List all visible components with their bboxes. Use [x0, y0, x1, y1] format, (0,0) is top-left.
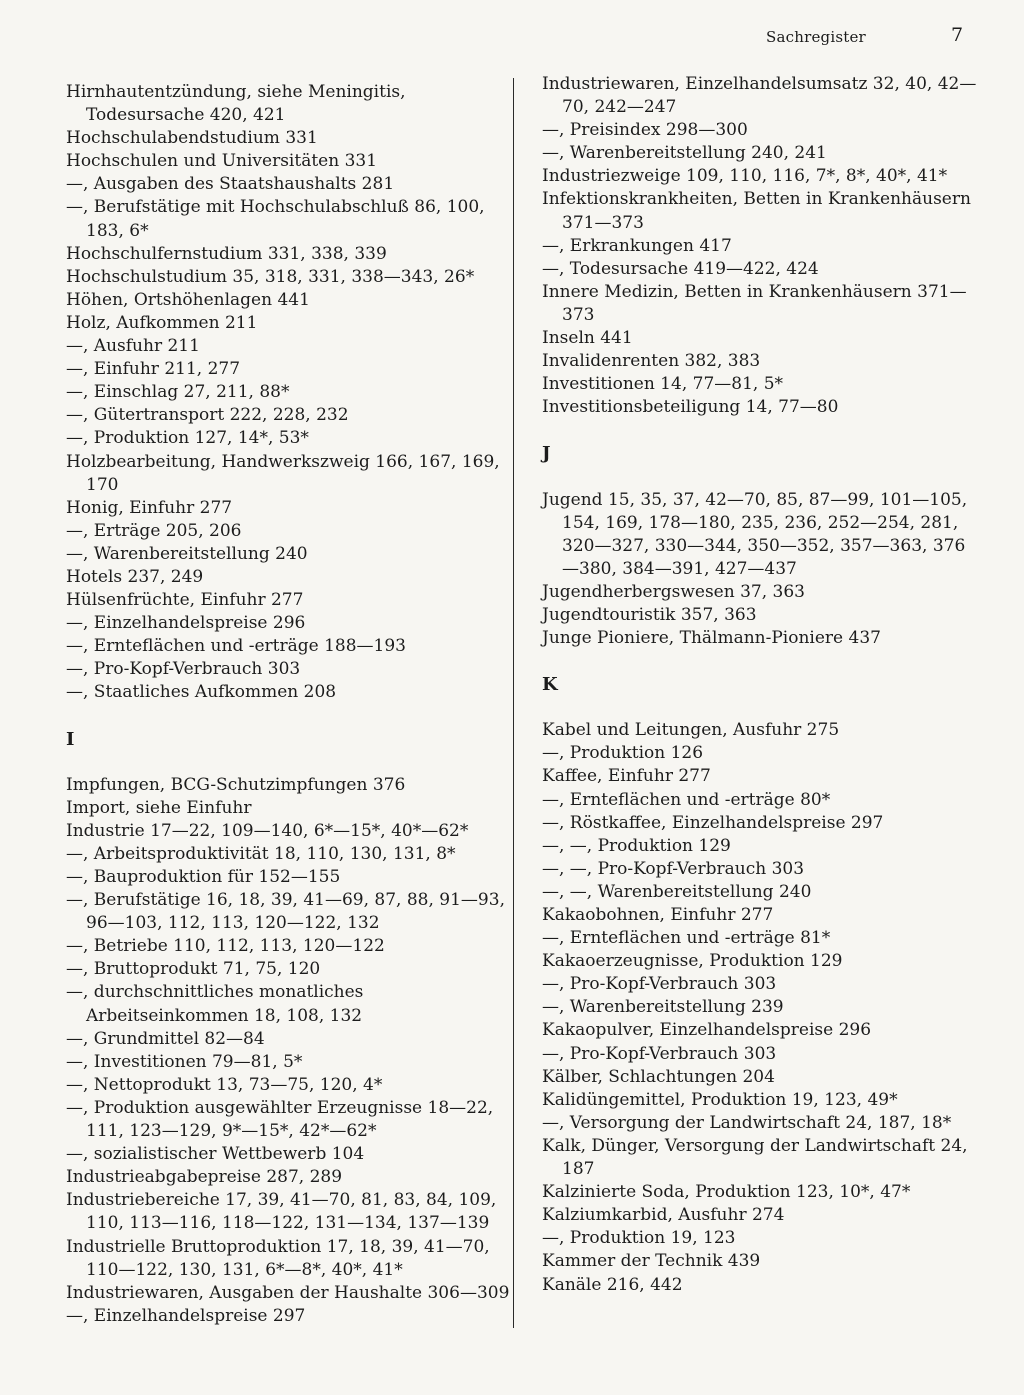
index-entry: —, Berufstätige 16, 18, 39, 41—69, 87, 88, 91—93, 96—103, 112, 113, 120—122, 132 — [66, 890, 505, 934]
left-entries — [66, 81, 511, 705]
index-entry: Infektionskrankheiten, Betten in Krankenhäusern 371—373 — [542, 189, 971, 233]
index-entry: —, sozialistischer Wettbewerb 104 — [66, 1144, 365, 1165]
index-entry: Investitionen 14, 77—81, 5* — [542, 374, 784, 395]
section-letter-k: K — [542, 674, 558, 696]
index-entry: —, Ausgaben des Staatshaushalts 281 — [66, 174, 395, 195]
index-entry: —, Pro-Kopf-Verbrauch 303 — [542, 1043, 777, 1064]
index-entry: Kakaobohnen, Einfuhr 277 — [542, 905, 774, 925]
index-entry: Industrieabgabepreise 287, 289 — [66, 1167, 343, 1188]
index-entry: Jugendherbergswesen 37, 363 — [542, 581, 805, 602]
index-entry: Import, siehe Einfuhr — [66, 797, 252, 818]
index-entry: —, Betriebe 110, 112, 113, 120—122 — [66, 936, 385, 957]
right-column — [542, 73, 982, 1297]
section-gap — [542, 419, 982, 442]
index-entry: —, Versorgung der Landwirtschaft 24, 187, 18* — [542, 1112, 952, 1133]
index-entry: —, Grundmittel 82—84 — [66, 1028, 265, 1049]
index-entry: Honig, Einfuhr 277 — [66, 497, 233, 518]
index-entry: Kalk, Dünger, Versorgung der Landwirtschaft 24, 187 — [542, 1135, 968, 1180]
index-entry: —, Einfuhr 211, 277 — [66, 359, 241, 380]
index-entry: Kabel und Leitungen, Ausfuhr 275 — [542, 720, 840, 741]
index-entry: Kanäle 216, 442 — [542, 1274, 683, 1295]
index-entry: —, Produktion 126 — [542, 743, 704, 764]
index-entry: Industriewaren, Ausgaben der Haushalte 306—309 — [66, 1282, 510, 1303]
index-entry: Hochschulfernstudium 331, 338, 339 — [66, 243, 387, 264]
index-entry: —, Produktion 19, 123 — [542, 1228, 736, 1249]
right-entries — [542, 73, 982, 419]
index-entry: —, Einschlag 27, 211, 88* — [66, 382, 290, 403]
index-entry: Industrie 17—22, 109—140, 6*—15*, 40*—62* — [66, 820, 469, 841]
index-entry: —, durchschnittliches monatliches Arbeitseinkommen 18, 108, 132 — [66, 982, 364, 1026]
index-entry: Inseln 441 — [542, 328, 633, 349]
section-k-entries — [542, 719, 982, 1296]
index-entry: Industrielle Bruttoproduktion 17, 18, 39, 41—70, 110—122, 130, 131, 6*—8*, 40*, 41* — [66, 1236, 490, 1280]
running-head: Sachregister — [766, 28, 866, 46]
section-letter-i: I — [66, 728, 75, 750]
index-entry: —, Ernteflächen und -erträge 81* — [542, 928, 831, 949]
index-entry: —, Warenbereitstellung 240 — [66, 543, 308, 564]
index-entry: Investitionsbeteiligung 14, 77—80 — [542, 397, 839, 418]
index-entry: Jugendtouristik 357, 363 — [542, 604, 757, 625]
index-entry: —, Ausfuhr 211 — [66, 336, 200, 357]
index-entry: —, Nettoprodukt 13, 73—75, 120, 4* — [66, 1074, 383, 1095]
index-entry: —, Staatliches Aufkommen 208 — [66, 682, 337, 703]
index-entry: —, Gütertransport 222, 228, 232 — [66, 405, 349, 426]
index-entry: Hirnhautentzündung, siehe Meningitis, Todesursache 420, 421 — [66, 82, 406, 126]
index-entry: Invalidenrenten 382, 383 — [542, 351, 761, 372]
index-entry: —, Pro-Kopf-Verbrauch 303 — [66, 659, 301, 680]
index-entry: —, Erträge 205, 206 — [66, 520, 242, 541]
index-entry: Holzbearbeitung, Handwerkszweig 166, 167, 169, 170 — [66, 451, 500, 495]
index-entry: Kakaoerzeugnisse, Produktion 129 — [542, 951, 843, 972]
index-entry: Hochschulstudium 35, 318, 331, 338—343, 26* — [66, 266, 475, 287]
index-entry: —, Arbeitsproduktivität 18, 110, 130, 131, 8* — [66, 843, 456, 864]
index-entry: Industriebereiche 17, 39, 41—70, 81, 83, 84, 109, 110, 113—116, 118—122, 131—134, 137—139 — [66, 1190, 497, 1234]
index-entry: Industriewaren, Einzelhandelsumsatz 32, 40, 42—70, 242—247 — [542, 74, 977, 118]
index-entry: —, Ernteflächen und -erträge 80* — [542, 789, 831, 810]
index-entry: Jugend 15, 35, 37, 42—70, 85, 87—99, 101—105, 154, 169, 178—180, 235, 236, 252—254, 281, 320—327, 330—344, 350—352, 357—363, 376—380, 384—391, 427—437 — [542, 489, 968, 579]
index-entry: —, Erkrankungen 417 — [542, 235, 732, 256]
index-entry: —, —, Warenbereitstellung 240 — [542, 881, 812, 902]
page-number: 7 — [951, 24, 964, 46]
index-entry: —, Produktion ausgewählter Erzeugnisse 18—22, 111, 123—129, 9*—15*, 42*—62* — [66, 1097, 494, 1142]
index-entry: —, Ernteflächen und -erträge 188—193 — [66, 636, 406, 657]
index-entry: Holz, Aufkommen 211 — [66, 312, 258, 333]
index-entry: —, Produktion 127, 14*, 53* — [66, 428, 309, 449]
column-divider — [513, 78, 514, 1328]
index-entry: —, Preisindex 298—300 — [542, 120, 748, 141]
section-j-entries — [542, 489, 982, 651]
index-entry: Innere Medizin, Betten in Krankenhäusern 371—373 — [542, 281, 967, 325]
index-entry: —, Einzelhandelspreise 297 — [66, 1305, 306, 1326]
index-entry: Höhen, Ortshöhenlagen 441 — [66, 289, 310, 310]
index-entry: Kakaopulver, Einzelhandelspreise 296 — [542, 1020, 872, 1041]
left-column — [66, 81, 511, 1328]
index-entry: —, Warenbereitstellung 239 — [542, 997, 784, 1018]
index-entry: —, Todesursache 419—422, 424 — [542, 258, 819, 279]
index-entry: —, Bruttoprodukt 71, 75, 120 — [66, 959, 321, 980]
index-entry: —, —, Produktion 129 — [542, 835, 731, 856]
section-i-entries — [66, 774, 511, 1328]
index-entry: —, Röstkaffee, Einzelhandelspreise 297 — [542, 812, 884, 833]
index-entry: Impfungen, BCG-Schutzimpfungen 376 — [66, 774, 406, 795]
index-entry: Hochschulabendstudium 331 — [66, 128, 318, 149]
index-entry: Junge Pioniere, Thälmann-Pioniere 437 — [542, 628, 881, 649]
index-entry: Kalidüngemittel, Produktion 19, 123, 49* — [542, 1089, 898, 1110]
index-entry: —, —, Pro-Kopf-Verbrauch 303 — [542, 858, 805, 879]
index-entry: —, Pro-Kopf-Verbrauch 303 — [542, 974, 777, 995]
index-entry: Kalziumkarbid, Ausfuhr 274 — [542, 1205, 785, 1226]
section-gap — [66, 705, 511, 728]
index-entry: Hochschulen und Universitäten 331 — [66, 151, 378, 172]
section-letter-j: J — [542, 443, 551, 465]
index-entry: Kaffee, Einfuhr 277 — [542, 766, 711, 787]
section-gap — [542, 650, 982, 673]
index-entry: Industriezweige 109, 110, 116, 7*, 8*, 40*, 41* — [542, 166, 948, 187]
index-entry: Kammer der Technik 439 — [542, 1251, 761, 1272]
index-entry: Hülsenfrüchte, Einfuhr 277 — [66, 590, 304, 611]
index-entry: —, Berufstätige mit Hochschulabschluß 86, 100, 183, 6* — [66, 197, 485, 241]
index-entry: —, Warenbereitstellung 240, 241 — [542, 143, 827, 164]
index-entry: Kälber, Schlachtungen 204 — [542, 1066, 775, 1087]
index-entry: —, Einzelhandelspreise 296 — [66, 613, 306, 634]
index-entry: —, Bauproduktion für 152—155 — [66, 867, 341, 887]
index-entry: —, Investitionen 79—81, 5* — [66, 1051, 303, 1072]
index-entry: Hotels 237, 249 — [66, 566, 204, 587]
index-entry: Kalzinierte Soda, Produktion 123, 10*, 47* — [542, 1182, 911, 1203]
